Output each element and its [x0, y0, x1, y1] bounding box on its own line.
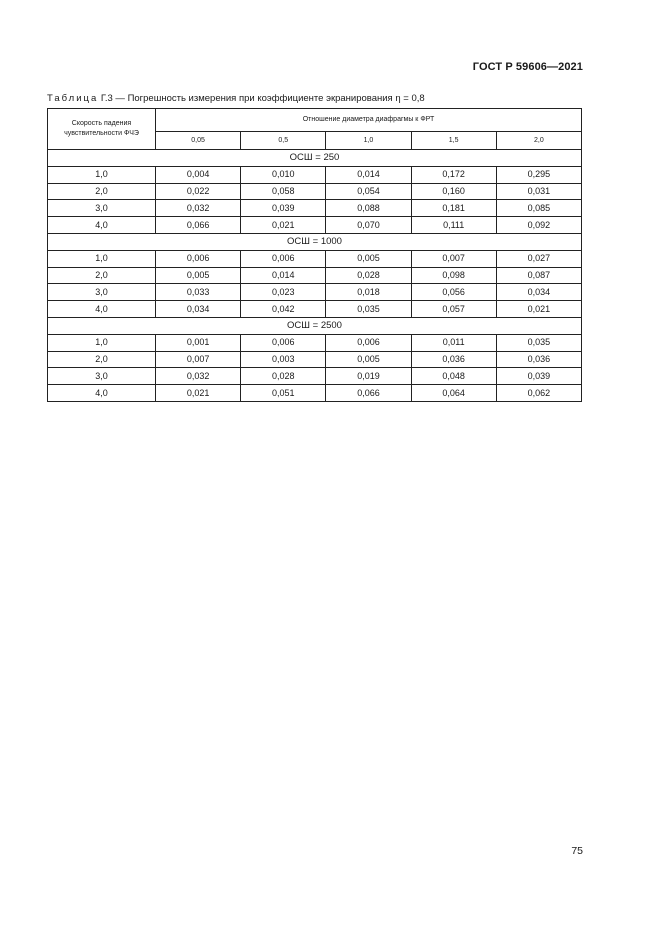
value-cell: 0,042	[241, 301, 326, 318]
table-body	[48, 150, 582, 402]
value-cell: 0,006	[241, 250, 326, 267]
value-cell: 0,092	[496, 217, 581, 234]
group-title-cell: ОСШ = 2500	[48, 317, 582, 334]
value-cell: 0,034	[496, 284, 581, 301]
value-cell: 0,064	[411, 385, 496, 402]
value-cell: 0,022	[156, 183, 241, 200]
value-cell: 0,007	[156, 351, 241, 368]
table-row	[48, 166, 582, 183]
row-label-cell: 1,0	[48, 166, 156, 183]
table-caption	[47, 93, 425, 104]
value-cell: 0,039	[496, 368, 581, 385]
value-cell: 0,048	[411, 368, 496, 385]
value-cell: 0,005	[326, 351, 411, 368]
table-caption-label: Таблица	[47, 93, 99, 104]
row-label-cell: 4,0	[48, 385, 156, 402]
table-row	[48, 183, 582, 200]
row-label-cell: 4,0	[48, 217, 156, 234]
column-header-cell: 0,05	[156, 131, 241, 149]
row-label-cell: 2,0	[48, 267, 156, 284]
value-cell: 0,003	[241, 351, 326, 368]
value-cell: 0,036	[411, 351, 496, 368]
row-label-cell: 3,0	[48, 284, 156, 301]
table-row	[48, 351, 582, 368]
value-cell: 0,005	[326, 250, 411, 267]
group-header-cell: Отношение диаметра диафрагмы к ФРТ	[156, 109, 582, 132]
table-row	[48, 385, 582, 402]
value-cell: 0,014	[241, 267, 326, 284]
value-cell: 0,036	[496, 351, 581, 368]
value-cell: 0,057	[411, 301, 496, 318]
value-cell: 0,033	[156, 284, 241, 301]
value-cell: 0,032	[156, 368, 241, 385]
value-cell: 0,181	[411, 200, 496, 217]
column-header-cell: 1,5	[411, 131, 496, 149]
value-cell: 0,010	[241, 166, 326, 183]
group-title-row	[48, 233, 582, 250]
value-cell: 0,035	[496, 334, 581, 351]
value-cell: 0,066	[326, 385, 411, 402]
value-cell: 0,056	[411, 284, 496, 301]
table-caption-text: Г.3 — Погрешность измерения при коэффициенте экранирования η = 0,8	[98, 93, 425, 104]
table-row	[48, 250, 582, 267]
value-cell: 0,027	[496, 250, 581, 267]
value-cell: 0,085	[496, 200, 581, 217]
document-code: ГОСТ Р 59606—2021	[472, 61, 583, 73]
value-cell: 0,088	[326, 200, 411, 217]
value-cell: 0,172	[411, 166, 496, 183]
group-title-row	[48, 317, 582, 334]
value-cell: 0,028	[326, 267, 411, 284]
table-row	[48, 301, 582, 318]
value-cell: 0,021	[241, 217, 326, 234]
row-label-cell: 1,0	[48, 250, 156, 267]
value-cell: 0,087	[496, 267, 581, 284]
value-cell: 0,070	[326, 217, 411, 234]
column-header-cell: 1,0	[326, 131, 411, 149]
value-cell: 0,058	[241, 183, 326, 200]
group-title-row	[48, 150, 582, 167]
table-row	[48, 217, 582, 234]
row-label-cell: 2,0	[48, 183, 156, 200]
row-label-cell: 3,0	[48, 200, 156, 217]
value-cell: 0,035	[326, 301, 411, 318]
column-header-cell: 0,5	[241, 131, 326, 149]
value-cell: 0,006	[156, 250, 241, 267]
table-row	[48, 368, 582, 385]
value-cell: 0,295	[496, 166, 581, 183]
value-cell: 0,054	[326, 183, 411, 200]
value-cell: 0,006	[241, 334, 326, 351]
value-cell: 0,066	[156, 217, 241, 234]
table-row	[48, 200, 582, 217]
value-cell: 0,039	[241, 200, 326, 217]
value-cell: 0,034	[156, 301, 241, 318]
value-cell: 0,021	[496, 301, 581, 318]
table-row	[48, 334, 582, 351]
value-cell: 0,111	[411, 217, 496, 234]
row-label-cell: 2,0	[48, 351, 156, 368]
value-cell: 0,018	[326, 284, 411, 301]
table-header-row	[48, 109, 582, 132]
value-cell: 0,028	[241, 368, 326, 385]
group-title-cell: ОСШ = 250	[48, 150, 582, 167]
table-row	[48, 284, 582, 301]
error-table	[47, 108, 582, 402]
value-cell: 0,004	[156, 166, 241, 183]
row-label-cell: 3,0	[48, 368, 156, 385]
value-cell: 0,051	[241, 385, 326, 402]
value-cell: 0,007	[411, 250, 496, 267]
value-cell: 0,032	[156, 200, 241, 217]
value-cell: 0,019	[326, 368, 411, 385]
value-cell: 0,014	[326, 166, 411, 183]
value-cell: 0,006	[326, 334, 411, 351]
row-header-cell: Скорость падения чувствительности ФЧЭ	[48, 109, 156, 150]
value-cell: 0,001	[156, 334, 241, 351]
table-row	[48, 267, 582, 284]
row-label-cell: 1,0	[48, 334, 156, 351]
column-header-cell: 2,0	[496, 131, 581, 149]
value-cell: 0,160	[411, 183, 496, 200]
value-cell: 0,021	[156, 385, 241, 402]
page-number: 75	[571, 845, 583, 857]
value-cell: 0,005	[156, 267, 241, 284]
value-cell: 0,023	[241, 284, 326, 301]
value-cell: 0,098	[411, 267, 496, 284]
row-label-cell: 4,0	[48, 301, 156, 318]
group-title-cell: ОСШ = 1000	[48, 233, 582, 250]
value-cell: 0,011	[411, 334, 496, 351]
value-cell: 0,062	[496, 385, 581, 402]
value-cell: 0,031	[496, 183, 581, 200]
